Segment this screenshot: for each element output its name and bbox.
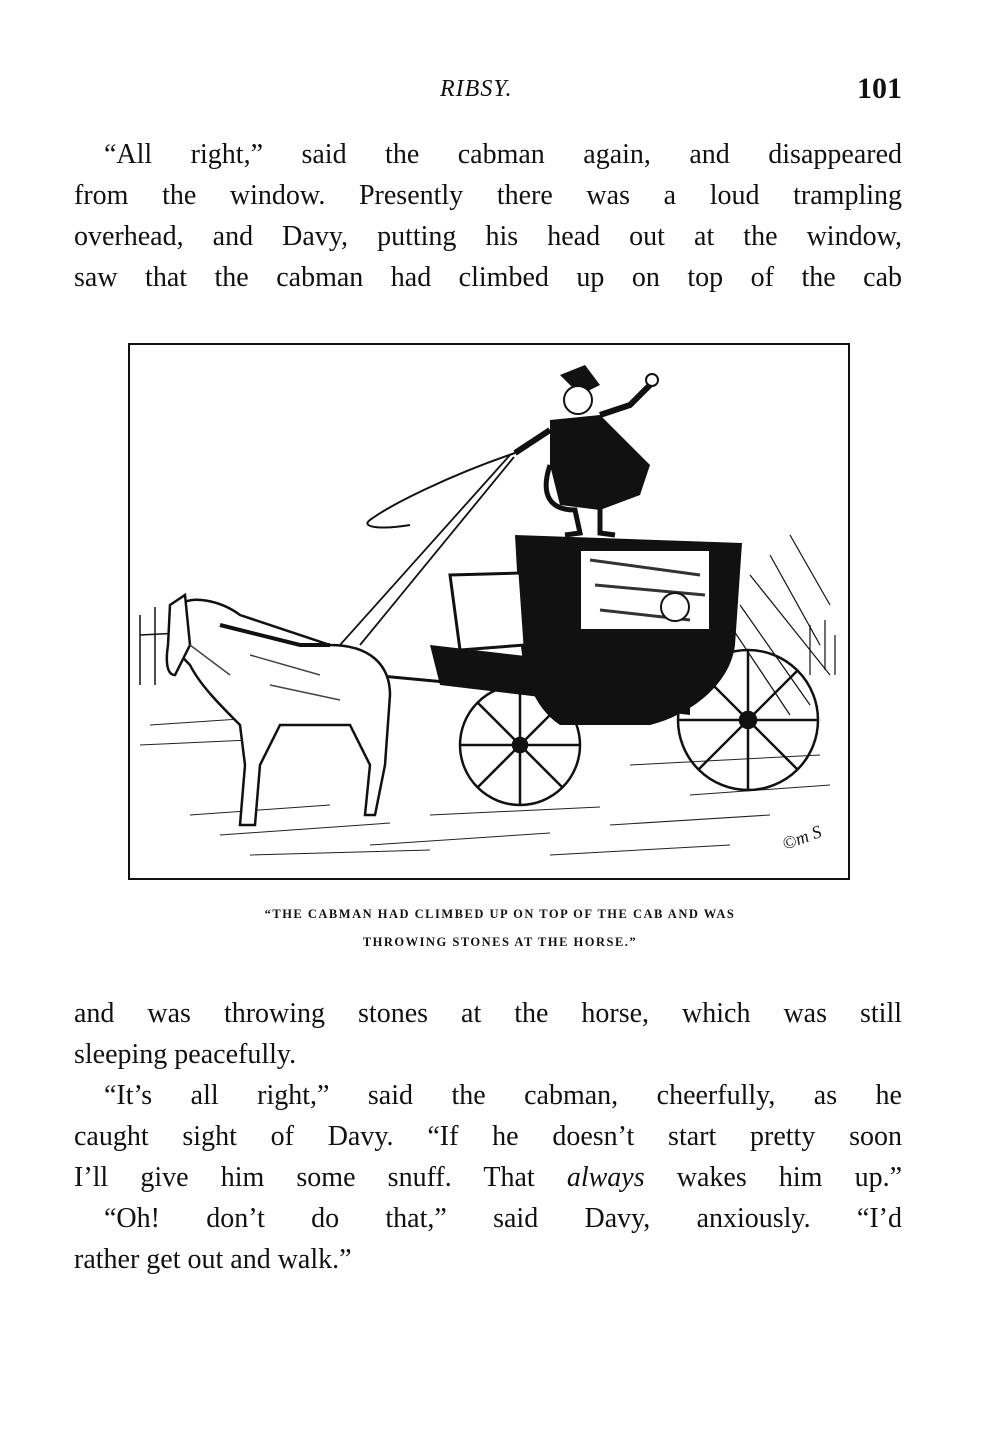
text-line: overhead, and Davy, putting his head out at the window, xyxy=(74,221,902,252)
artist-signature: ©m S xyxy=(779,821,825,854)
rear-wheel xyxy=(678,650,818,790)
front-wheel xyxy=(460,685,580,805)
paragraph-1 xyxy=(74,134,902,298)
shrubs-right xyxy=(730,535,835,715)
emphasis-word: always xyxy=(566,1162,645,1193)
text-segment: wakes him up.” xyxy=(644,1162,902,1193)
text-line: rather get out and walk.” xyxy=(74,1244,352,1275)
text-line: from the window. Presently there was a loud trampling xyxy=(74,180,902,211)
paragraph-2 xyxy=(74,993,902,1075)
text-line: caught sight of Davy. “If he doesn’t start pretty soon xyxy=(74,1121,902,1152)
text-line: saw that the cabman had climbed up on top of the cab xyxy=(74,262,902,293)
horse xyxy=(167,595,390,825)
text-line xyxy=(74,1157,902,1198)
page-number: 101 xyxy=(857,72,902,105)
whip xyxy=(367,453,515,527)
text-line: “It’s all right,” said the cabman, cheerfully, as he xyxy=(104,1080,902,1111)
text-line: “Oh! don’t do that,” said Davy, anxiously. “I’d xyxy=(104,1203,902,1234)
cabman xyxy=(515,365,658,535)
text-line: sleeping peacefully. xyxy=(74,1039,297,1070)
paragraph-4 xyxy=(74,1198,902,1280)
text-line: and was throwing stones at the horse, which was still xyxy=(74,998,902,1029)
paragraph-3 xyxy=(74,1075,902,1198)
illustration-cabman-on-cab xyxy=(128,343,850,880)
figure-caption xyxy=(120,900,880,956)
page-header xyxy=(0,72,998,112)
text-segment: I’ll give him some snuff. That xyxy=(74,1162,567,1193)
text-line: “All right,” said the cabman again, and disappeared xyxy=(104,139,902,170)
davy-face xyxy=(661,593,689,621)
running-head: RIBSY. xyxy=(440,76,513,102)
caption-line: “THE CABMAN HAD CLIMBED UP ON TOP OF THE CAB AND WAS xyxy=(264,907,736,921)
caption-line: THROWING STONES AT THE HORSE.” xyxy=(362,935,638,949)
